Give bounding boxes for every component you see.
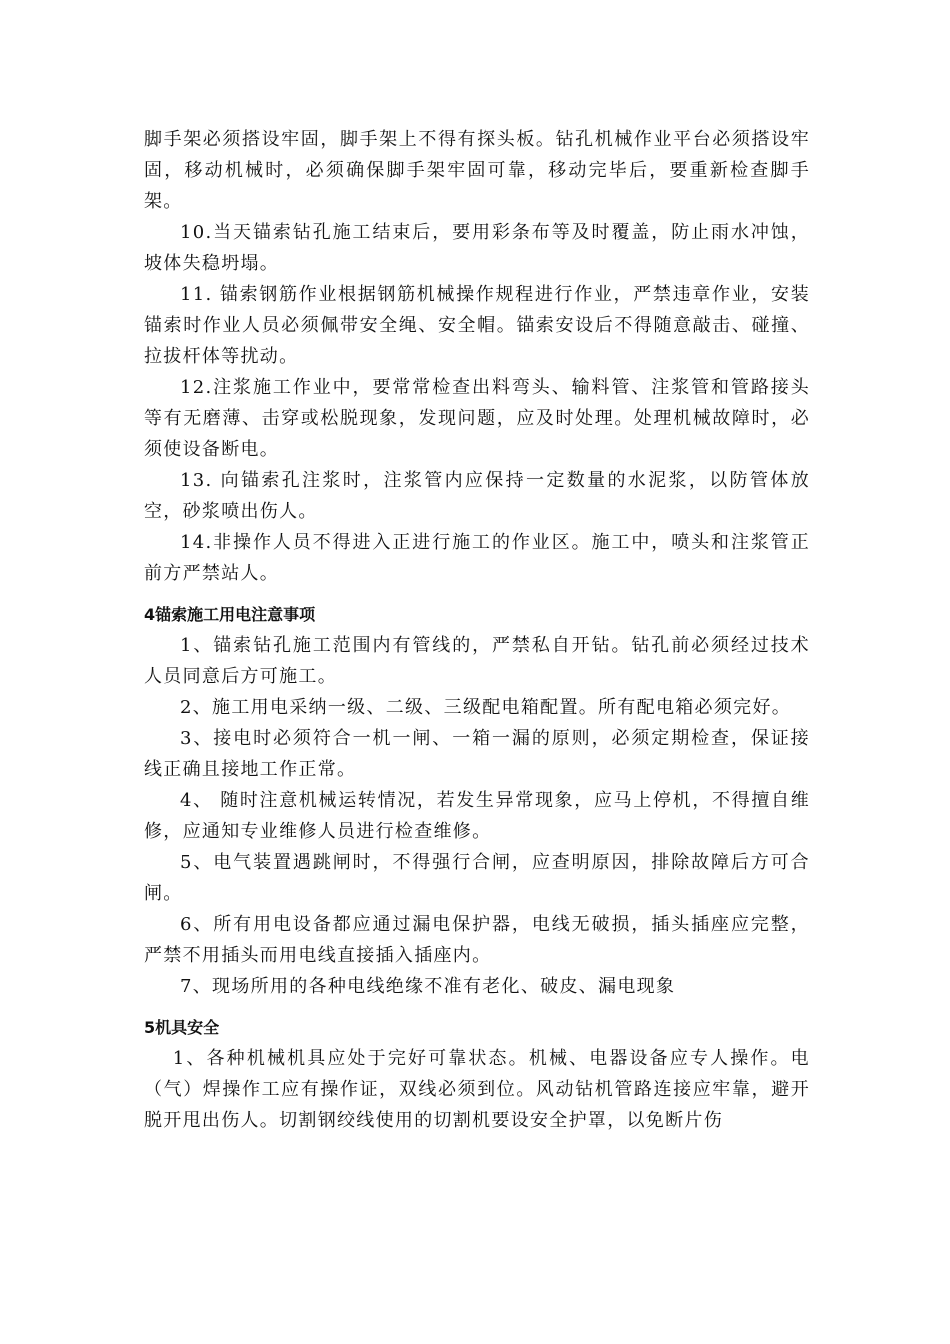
section-4-item-1: 1、锚索钻孔施工范围内有管线的，严禁私自开钻。钻孔前必须经过技术人员同意后方可施工。 [144, 635, 810, 687]
section-4-item-4: 4、 随时注意机械运转情况，若发生异常现象，应马上停机，不得擅自维修，应通知专业维修人员进行检查维修。 [144, 790, 810, 842]
section-5-heading: 5机具安全 [144, 1018, 220, 1037]
section-4-item-5: 5、电气装置遇跳闸时，不得强行合闸，应查明原因，排除故障后方可合闸。 [144, 852, 810, 904]
section-4-item-2: 2、施工用电采纳一级、二级、三级配电箱配置。所有配电箱必须完好。 [180, 697, 792, 718]
paragraph-scaffold: 脚手架必须搭设牢固，脚手架上不得有探头板。钻孔机械作业平台必须搭设牢固，移动机械时，必须确保脚手架牢固可靠，移动完毕后，要重新检查脚手架。 [144, 129, 810, 212]
paragraph-item-12: 12.注浆施工作业中，要常常检查出料弯头、输料管、注浆管和管路接头等有无磨薄、击穿或松脱现象，发现问题，应及时处理。处理机械故障时，必须使设备断电。 [144, 377, 810, 460]
paragraph-item-10: 10.当天锚索钻孔施工结束后，要用彩条布等及时覆盖，防止雨水冲蚀，坡体失稳坍塌。 [144, 222, 810, 274]
section-4-item-7: 7、现场所用的各种电线绝缘不准有老化、破皮、漏电现象 [180, 976, 676, 997]
paragraph-item-11: 11. 锚索钢筋作业根据钢筋机械操作规程进行作业，严禁违章作业，安装锚索时作业人员必须佩带安全绳、安全帽。锚索安设后不得随意敲击、碰撞、拉拔杆体等扰动。 [144, 284, 810, 367]
paragraph-item-13: 13. 向锚索孔注浆时，注浆管内应保持一定数量的水泥浆，以防管体放空，砂浆喷出伤人。 [144, 470, 810, 522]
section-4-item-3: 3、接电时必须符合一机一闸、一箱一漏的原则，必须定期检查，保证接线正确且接地工作正常。 [144, 728, 810, 780]
section-4-heading: 4锚索施工用电注意事项 [144, 605, 316, 624]
document-body [144, 124, 810, 1136]
section-5-item-1: 1、各种机械机具应处于完好可靠状态。机械、电器设备应专人操作。电（气）焊操作工应有操作证，双线必须到位。风动钻机管路连接应牢靠，避开脱开甩出伤人。切割钢绞线使用的切割机要设安全护罩，以免断片伤 [144, 1048, 810, 1131]
paragraph-item-14: 14.非操作人员不得进入正进行施工的作业区。施工中，喷头和注浆管正前方严禁站人。 [144, 532, 810, 584]
section-4-item-6: 6、所有用电设备都应通过漏电保护器，电线无破损，插头插座应完整，严禁不用插头而用电线直接插入插座内。 [144, 914, 810, 966]
